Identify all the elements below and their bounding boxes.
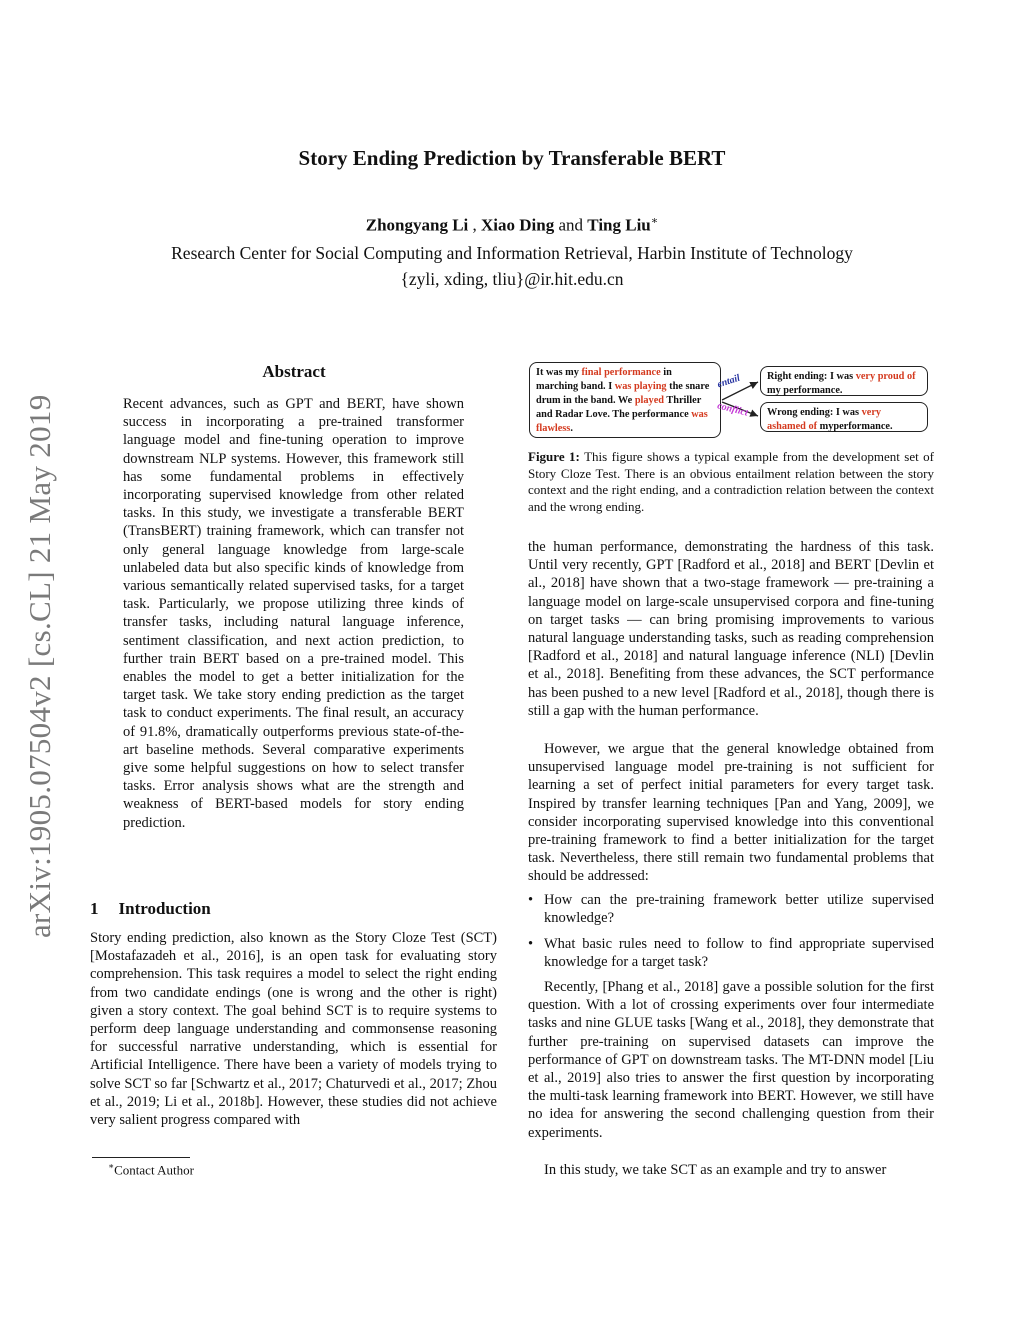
author-1: Zhongyang Li — [365, 215, 469, 235]
text-segment: . — [570, 423, 573, 434]
intro-paragraph-5: In this study, we take SCT as an example and try to answer — [544, 1162, 887, 1178]
highlighted-phrase: very ashamed of — [767, 407, 882, 432]
section-heading-introduction — [90, 899, 211, 919]
text-segment: the snare drum in the band. We — [536, 381, 710, 406]
highlighted-phrase: final performance — [581, 367, 661, 378]
author-3: Ting Liu — [587, 215, 651, 235]
abstract-text: Recent advances, such as GPT and BERT, have shown success in incorporating a pre-trained transformer language model and fine-tuning operation to improve downstream NLP systems. However, this framework still has some fundamental problems in effectively incorporating supervised knowledge from other related tasks. In this study, we investigate a transferable BERT (TransBERT) training framework, which can transfer not only general language knowledge from large-scale unlabeled data but also specific kinds of knowledge from various semantically related supervised tasks, for a target task. Particularly, we propose utilizing three kinds of transfer tasks, including natural language inference, sentiment classification, and next action prediction, to further train BERT based on a pre-trained model. This enables the model to get a better initialization for the target task. We take story ending prediction as the target task to conduct experiments. The final result, an accuracy of 91.8%, dramatically outperforms previous state-of-the-art baseline methods. Several comparative experiments give some helpful suggestions on how to select transfer tasks. Error analysis shows what are the strength and weakness of BERT-based models for story ending prediction. — [123, 396, 464, 831]
text-segment: It was my — [536, 367, 582, 378]
text-segment: Thriller and Radar Love. The performance — [536, 395, 702, 420]
conflict-label: conflict — [716, 400, 749, 419]
footnote-text: Contact Author — [114, 1162, 194, 1178]
question-bullet-2 — [528, 935, 934, 971]
paper-title: Story Ending Prediction by Transferable BERT — [298, 146, 726, 170]
highlighted-phrase: played — [634, 395, 664, 406]
highlighted-phrase: very proud of — [855, 371, 916, 382]
author-list — [0, 214, 1024, 236]
story-context-box — [529, 362, 721, 438]
entail-label: entail — [715, 372, 742, 391]
footnote — [108, 1161, 194, 1178]
author-2: Xiao Ding — [481, 215, 555, 235]
text-segment: Right ending: I was — [767, 371, 856, 382]
footnote-divider — [92, 1157, 190, 1158]
right-ending-box — [760, 366, 928, 396]
figure-caption-label: Figure 1: — [528, 449, 580, 464]
figure-caption-text: This figure shows a typical example from the development set of Story Cloze Test. There is an obvious entailment relation between the story context and the right ending, and a contradiction relation between the context and the wrong ending. — [528, 449, 935, 514]
footnote-mark: ∗ — [108, 1161, 115, 1171]
figure-1 — [524, 362, 936, 442]
intro-paragraph-2: the human performance, demonstrating the hardness of this task. Until very recently, GPT [Radford et al., 2018] and BERT [Devlin et al., 2018] have shown that a two-stage framework — pre-training a language model on large-scale unsupervised corpora and fine-tuning on target tasks — can bring promising improvements to various natural language understanding tasks, such as reading comprehension [Radford et al., 2018] and natural language inference (NLI) [Devlin et al., 2018]. Benefiting from these advances, the SCT performance has been pushed to a new level [Radford et al., 2018], though there is still a gap with the human performance. — [528, 539, 934, 719]
text-segment: myperformance. — [817, 421, 893, 432]
question-bullet-1 — [528, 891, 934, 927]
highlighted-phrase: was flawless — [536, 409, 708, 434]
contact-author-mark: ∗ — [650, 215, 659, 227]
figure-caption — [528, 449, 934, 515]
bullet-dot: • — [528, 892, 534, 908]
abstract-heading: Abstract — [262, 362, 326, 381]
section-title: Introduction — [118, 899, 211, 918]
intro-paragraph-4: Recently, [Phang et al., 2018] gave a possible solution for the first question. With a lot of crossing experiments over four intermediate tasks and nine GLUE tasks [Wang et al., 2018], they demonstrate that further pre-training on supervised datasets can improve the performance of GPT on downstream tasks. The MT-DNN model [Liu et al., 2019] also tries to answer the first question by incorporating the multi-task learning framework into BERT. However, we still have no idea for answering the second challenging question from their experiments. — [528, 979, 934, 1141]
text-segment: in marching band. I — [536, 367, 672, 392]
text-segment: my performance. — [767, 385, 843, 396]
intro-paragraph-1: Story ending prediction, also known as the Story Cloze Test (SCT) [Mostafazadeh et al., 2016], is an open task for evaluating story comprehension. This task requires a model to select the right ending from two candidate endings (one is wrong and the other is right) given a story context. The goal behind SCT is to require systems to perform deep language understanding and commonsense reasoning for successful narrative understanding, which is essential for Artificial Intelligence. There have been a variety of models trying to solve SCT so far [Schwartz et al., 2017; Chaturvedi et al., 2017; Zhou et al., 2019; Li et al., 2018b]. However, these studies did not achieve very salient progress compared with — [90, 930, 497, 1129]
text-segment: Wrong ending: I was — [767, 407, 862, 418]
bullet-dot: • — [528, 936, 534, 952]
author-separator: and — [554, 215, 588, 235]
highlighted-phrase: was playing — [614, 381, 667, 392]
arxiv-identifier: arXiv:1905.07504v2 [cs.CL] 21 May 2019 — [22, 394, 57, 938]
intro-paragraph-3: However, we argue that the general knowledge obtained from unsupervised language model pre-training is not sufficient for learning a set of perfect initial parameters for every target task. Inspired by transfer learning techniques [Pan and Yang, 2009], we consider incorporating supervised knowledge into this conventional pre-training framework to find a better initialization for the target task. Nevertheless, there still remain two fundamental problems that should be addressed: — [528, 741, 934, 885]
section-number: 1 — [90, 899, 99, 918]
author-separator: , — [468, 215, 482, 235]
bullet-text: What basic rules need to follow to find appropriate supervised knowledge for a target task? — [544, 936, 934, 971]
author-email: {zyli, xding, tliu}@ir.hit.edu.cn — [400, 269, 624, 289]
bullet-text: How can the pre-training framework better utilize supervised knowledge? — [544, 892, 934, 927]
affiliation: Research Center for Social Computing and Information Retrieval, Harbin Institute of Technology — [171, 243, 853, 263]
wrong-ending-box — [760, 402, 928, 432]
